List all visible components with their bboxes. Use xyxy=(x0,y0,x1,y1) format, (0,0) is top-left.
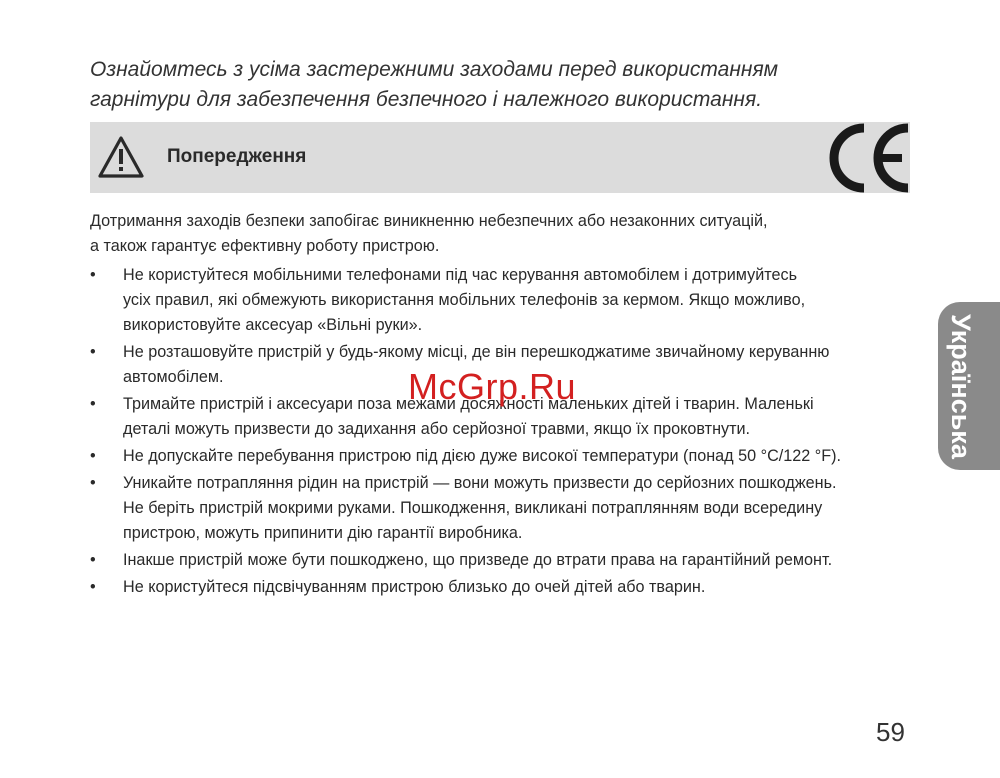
bullet-dot: • xyxy=(90,551,96,569)
list-item-line: Не розташовуйте пристрій у будь-якому місці, де він перешкоджатиме звичайному керуванню xyxy=(123,343,830,361)
bullet-dot: • xyxy=(90,474,96,492)
list-item-line: Уникайте потрапляння рідин на пристрій — вони можуть призвести до серйозних пошкоджень. xyxy=(123,474,837,492)
warning-triangle-icon xyxy=(96,134,146,180)
bullet-dot: • xyxy=(90,578,96,596)
intro-text xyxy=(90,55,850,115)
list-item-line: деталі можуть призвести до задихання або серйозної травми, якщо їх проковтнути. xyxy=(123,420,751,438)
list-item-line: Інакше пристрій може бути пошкоджено, що призведе до втрати права на гарантійний ремонт. xyxy=(123,551,833,569)
paragraph-line: а також гарантує ефективну роботу пристрою. xyxy=(90,237,440,255)
bullet-dot: • xyxy=(90,447,96,465)
bullet-dot: • xyxy=(90,395,96,413)
bullet-dot: • xyxy=(90,266,96,284)
list-item-line: Не користуйтеся підсвічуванням пристрою близько до очей дітей або тварин. xyxy=(123,578,706,596)
intro-line: Ознайомтесь з усіма застережними заходами перед використанням xyxy=(90,58,779,81)
list-item-line: Не беріть пристрій мокрими руками. Пошкодження, викликані потраплянням води всередину xyxy=(123,499,823,517)
list-item-line: Тримайте пристрій і аксесуари поза межами досяжності маленьких дітей і тварин. Маленькі xyxy=(123,395,814,413)
list-item xyxy=(90,471,910,546)
warning-header xyxy=(90,122,910,193)
list-item-line: усіх правил, які обмежують використання мобільних телефонів за кермом. Якщо можливо, xyxy=(123,291,806,309)
list-item-line: автомобілем. xyxy=(123,368,224,386)
ce-mark-icon xyxy=(826,120,912,196)
intro-paragraph xyxy=(90,209,910,259)
list-item-line: використовуйте аксесуар «Вільні руки». xyxy=(123,316,423,334)
warning-title: Попередження xyxy=(167,146,307,167)
list-item-line: Не користуйтеся мобільними телефонами під час керування автомобілем і дотримуйтесь xyxy=(123,266,798,284)
safety-bullet-list xyxy=(90,263,910,600)
watermark: McGrp.Ru xyxy=(408,366,577,407)
intro-line: гарнітури для забезпечення безпечного і належного використання. xyxy=(90,88,763,111)
list-item-line: Не допускайте перебування пристрою під дією дуже високої температури (понад 50 °C/122 °F). xyxy=(123,447,842,465)
paragraph-line: Дотримання заходів безпеки запобігає виникненню небезпечних або незаконних ситуацій, xyxy=(90,212,768,230)
language-tab-label: Українська xyxy=(946,313,976,459)
list-item xyxy=(90,444,910,469)
list-item-line: пристрою, можуть припинити дію гарантії виробника. xyxy=(123,524,523,542)
page-number: 59 xyxy=(876,717,905,747)
list-item xyxy=(90,575,910,600)
list-item xyxy=(90,263,910,338)
bullet-dot: • xyxy=(90,343,96,361)
list-item xyxy=(90,548,910,573)
